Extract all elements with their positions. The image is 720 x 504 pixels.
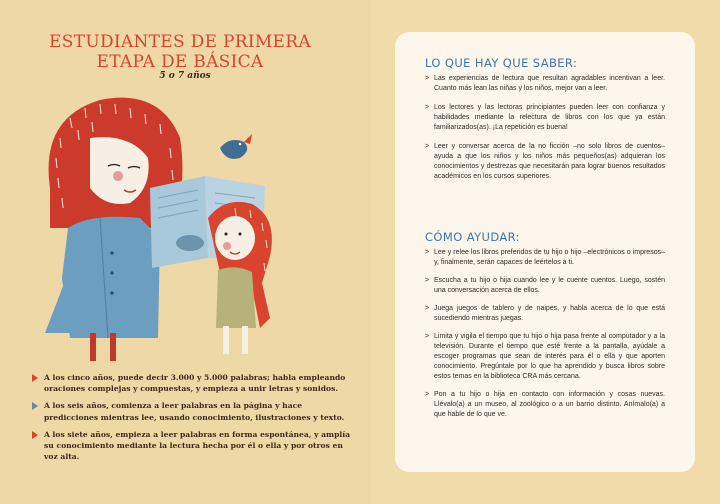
list-item: > Lee y relee los libros preferidos de tu hijo o hijo –electrónicos o impresos– y, finalmente, serán capaces de leértelos a ti. [425, 249, 665, 266]
title-line-1: ESTUDIANTES DE PRIMERA [49, 32, 311, 52]
list-item: A los siete años, empieza a leer palabras en forma espontánea, y amplía su conocimiento mediante la lectura hecha por él o ella y por otros en voz alta. [30, 429, 355, 463]
chevron-right-icon: > [425, 104, 430, 111]
list-item: A los cinco años, puede decir 3.000 y 5.000 palabras; habla empleando oraciones complejas y compuestas, y empieza a unir letras y sonidos. [30, 372, 355, 394]
chevron-right-icon: > [425, 305, 430, 312]
bird [220, 140, 247, 159]
list-item: > Las experiencias de lectura que resultan agradables incentivan a leer. Cuanto más lean las niñas y los niños, mejor van a leer. [425, 75, 665, 92]
chevron-right-icon: > [425, 143, 430, 150]
list-item: A los seis años, comienza a leer palabras en la página y hace predicciones mientras lee, usando conocimiento, ilustraciones y texto. [30, 400, 355, 422]
girl-dress [216, 267, 256, 328]
list-item: > Los lectores y las lectoras principiantes pueden leer con confianza y habilidades mediante la relectura de libros con los que ya están familiarizados(as). ¡La repetición es buena! [425, 104, 665, 131]
list-item: > Leer y conversar acerca de la no ficción –no solo libros de cuentos– ayuda a que los niños y los niños más pequeños(as) adquieran los conocimientos y destrezas que necesitarán para lograr buenos resultados académicos en los cursos superiores. [425, 143, 665, 180]
list-item: > Limita y vigila el tiempo que tu hijo o hija pasa frente al computador y a la televisión. Durante el tiempo que esté frente a la pantalla, ayúdale a escoger programas que sean de interés para él o ella y que aporten conocimiento. Pregúntale por lo que ha aprendido y busca libros sobre estos temas en la biblioteca CRA más cercana. [425, 333, 665, 380]
section-title-how-to-help: CÓMO AYUDAR: [425, 230, 520, 244]
reading-illustration [30, 78, 330, 368]
book [150, 176, 208, 268]
chevron-right-icon: > [425, 277, 430, 284]
title-line-2: ETAPA DE BÁSICA [96, 52, 264, 72]
how-to-help-list [425, 248, 665, 420]
chevron-right-icon: > [425, 75, 430, 82]
list-item: > Juega juegos de tablero y de naipes, y habla acerca de lo que está sucediendo mientras juegas. [425, 305, 665, 322]
chevron-right-icon: > [425, 391, 430, 398]
triangle-bullet-icon [32, 402, 38, 410]
age-subtitle: 5 o 7 años [159, 71, 211, 81]
page-title [40, 32, 320, 72]
chevron-right-icon: > [425, 249, 430, 256]
age-milestones-list [30, 372, 355, 468]
chevron-right-icon: > [425, 333, 430, 340]
list-item: > Pon a tu hijo o hija en contacto con información y cosas nuevas. Llévalo(a) a un museo, al zoológico o a un barrio distinto. Anímalo(a) a que hable de lo que ve. [425, 391, 665, 418]
section-title-what-to-know: LO QUE HAY QUE SABER: [425, 56, 578, 70]
what-to-know-list [425, 74, 665, 182]
list-item: > Escucha a tu hijo o hija cuando lee y le cuente cuentos. Luego, sostén una conversación acerca de ellos. [425, 277, 665, 294]
triangle-bullet-icon [32, 374, 38, 382]
triangle-bullet-icon [32, 431, 38, 439]
